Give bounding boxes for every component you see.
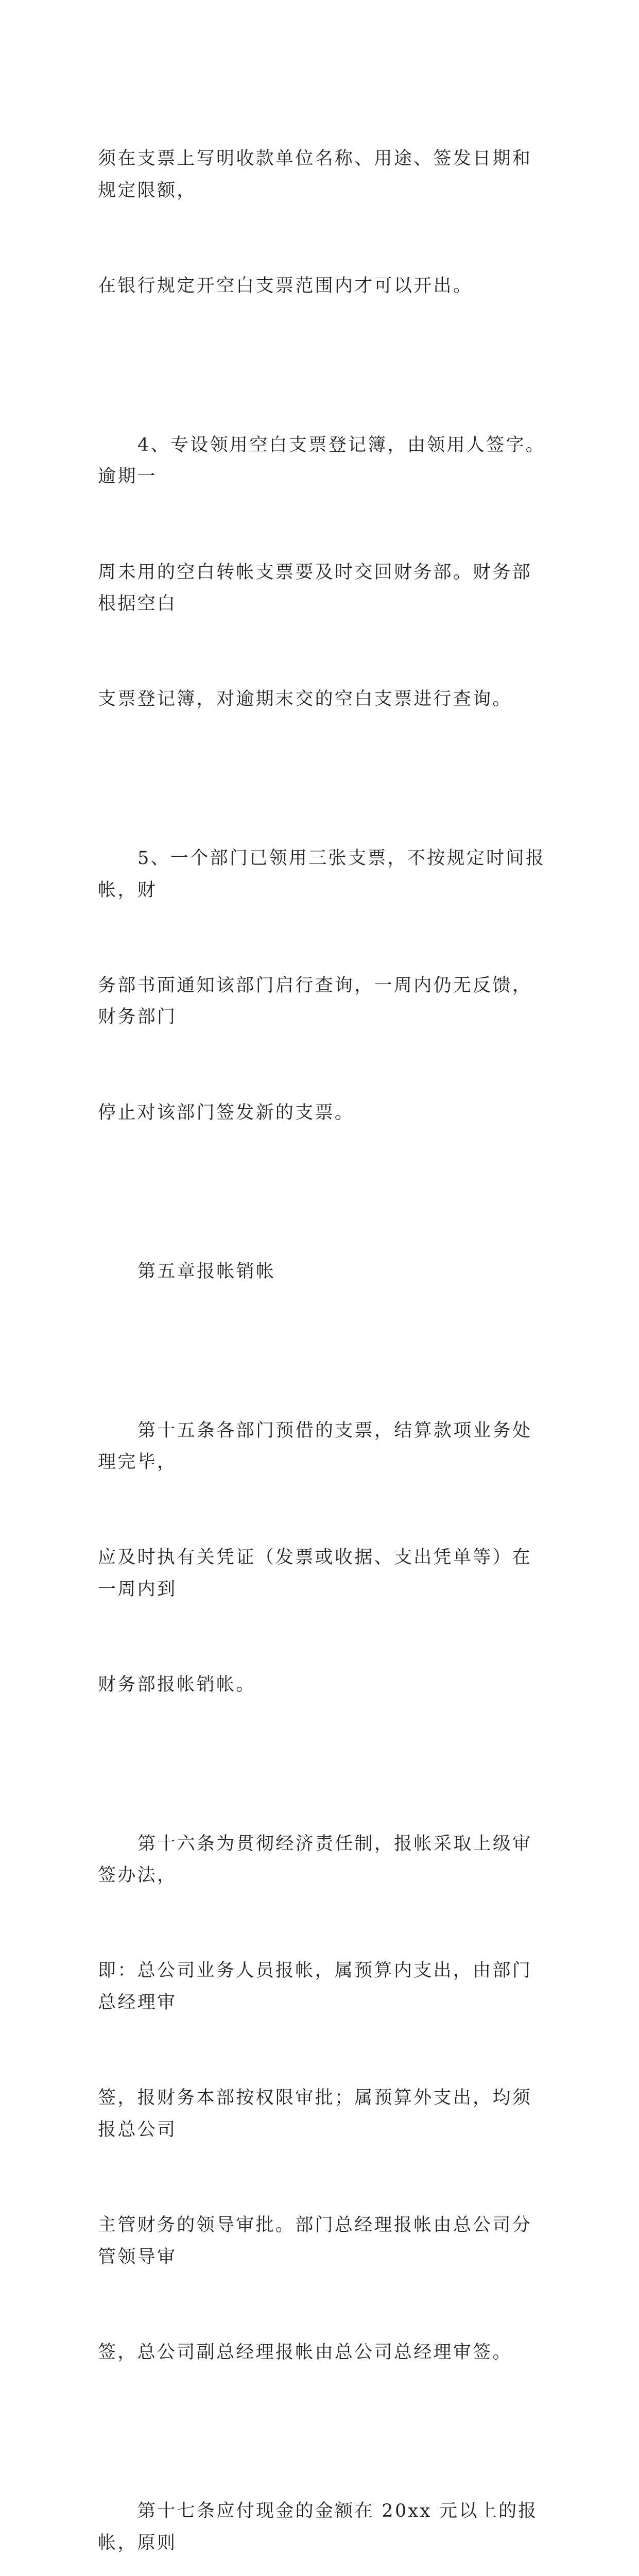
- paragraph-item-5: [98, 779, 551, 1192]
- paragraph-item-4: [98, 366, 551, 779]
- text-line: 即：总公司业务人员报帐，属预算内支出，由部门总经理审: [98, 1960, 532, 2013]
- text-line: 支票登记簿，对逾期末交的空白支票进行查询。: [98, 689, 512, 710]
- paragraph-continuation: [98, 80, 551, 366]
- text-line: 周未用的空白转帐支票要及时交回财务部。财务部根据空白: [98, 562, 532, 615]
- text-line: 务部书面通知该部门启行查询，一周内仍无反馈，财务部门: [98, 975, 532, 1028]
- text-line: 主管财务的领导审批。部门总经理报帐由总公司分管领导审: [98, 2215, 532, 2267]
- text-line: 停止对该部门签发新的支票。: [98, 1102, 355, 1123]
- article-17: [98, 2432, 551, 2576]
- text-line: 签，报财务本部按权限审批；属预算外支出，均须报总公司: [98, 2088, 532, 2140]
- article-16: [98, 1765, 551, 2432]
- text-line: 4、专设领用空白支票登记簿，由领用人签字。逾期一: [98, 434, 546, 487]
- document-body: [98, 80, 551, 2576]
- text-line: 应及时执有关凭证（发票或收据、支出凭单等）在一周内到: [98, 1547, 532, 1600]
- text-line: 财务部报帐销帐。: [98, 1674, 256, 1696]
- article-15: [98, 1351, 551, 1765]
- text-line: 第五章报帐销帐: [137, 1261, 276, 1282]
- chapter-heading-5: [98, 1193, 551, 1352]
- text-line: 须在支票上写明收款单位名称、用途、签发日期和规定限额，: [98, 148, 532, 201]
- text-line: 在银行规定开空白支票范围内才可以开出。: [98, 276, 473, 297]
- text-line: 5、一个部门已领用三张支票，不按规定时间报帐，财: [98, 848, 546, 901]
- text-line: 签，总公司副总经理报帐由总公司总经理审签。: [98, 2342, 512, 2363]
- text-line: 第十六条为贯彻经济责任制，报帐采取上级审签办法，: [98, 1833, 532, 1886]
- text-line: 第十五条各部门预借的支票，结算款项业务处理完毕，: [98, 1420, 532, 1473]
- text-line: 第十七条应付现金的金额在 20xx 元以上的报帐，原则: [98, 2501, 538, 2554]
